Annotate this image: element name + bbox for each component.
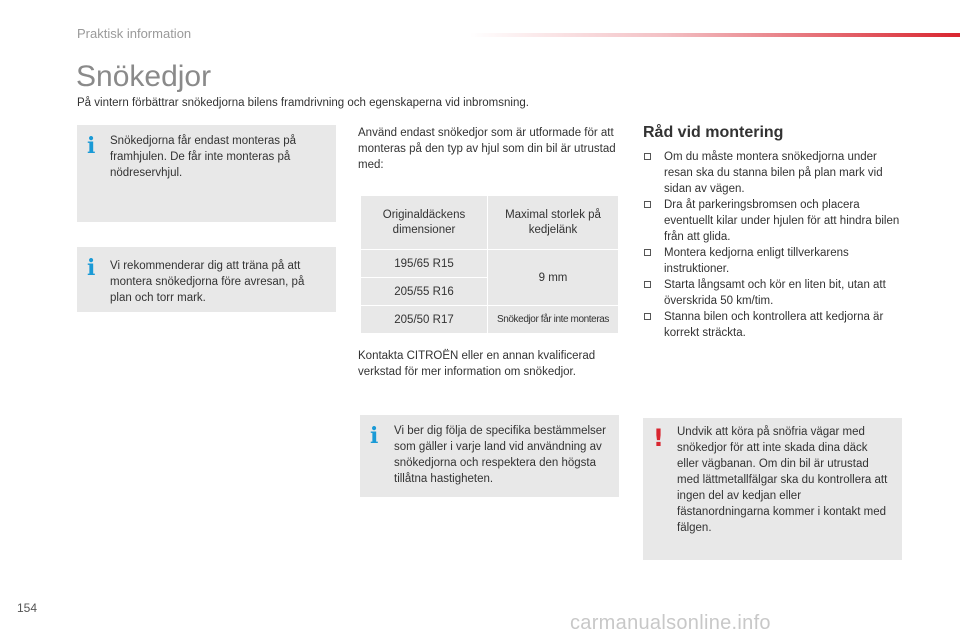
info-icon: i (370, 423, 379, 449)
checkbox-icon (644, 201, 651, 208)
tire-size-cell: 205/55 R16 (361, 278, 488, 306)
tire-size-cell: 195/65 R15 (361, 250, 488, 278)
note-box-practice (77, 247, 336, 312)
list-item (643, 309, 905, 341)
note-box-front-wheels (77, 125, 336, 222)
not-mountable-cell: Snökedjor får inte monteras (488, 306, 619, 334)
warning-text: Undvik att köra på snöfria vägar med snökedjor för att inte skada dina däck eller vägbanan. Om din bil är utrustad med lättmetallfälgar ska du kontrollera att ingen del av kedjan eller fästanordningarna kommer i kontakt med fälgen. (677, 426, 888, 534)
contact-text: Kontakta CITROËN eller en annan kvalificerad verkstad för mer information om snökedjor. (358, 350, 596, 378)
note-box-regulations (360, 415, 619, 497)
link-size-cell: 9 mm (488, 250, 619, 306)
page-number: 154 (17, 601, 38, 615)
list-item-text: Stanna bilen och kontrollera att kedjorna är korrekt sträckta. (664, 311, 884, 339)
table-row (361, 250, 619, 278)
warning-box (643, 418, 902, 560)
checkbox-icon (644, 313, 651, 320)
note-text: Vi ber dig följa de specifika bestämmelser som gäller i varje land vid användning av snökedjorna och respektera den högsta tillåtna hastigheten. (394, 425, 607, 485)
list-item-text: Om du måste montera snökedjorna under resan ska du stanna bilen på plan mark vid sidan av vägen. (664, 151, 883, 195)
section-header: Praktisk information (77, 26, 192, 41)
list-item-text: Dra åt parkeringsbromsen och placera eventuellt kilar under hjulen för att hindra bilen från att glida. (664, 199, 900, 243)
chain-size-table (360, 195, 619, 334)
list-item-text: Montera kedjorna enligt tillverkarens instruktioner. (664, 247, 849, 275)
table-header-cell: Originaldäckens dimensioner (361, 196, 488, 250)
checkbox-icon (644, 281, 651, 288)
header-divider (470, 33, 960, 37)
table-row (361, 306, 619, 334)
note-text: Snökedjorna får endast monteras på framhjulen. De får inte monteras på nödreservhjul. (110, 135, 297, 179)
page-title: Snökedjor (76, 60, 212, 93)
warning-icon: ! (653, 424, 664, 452)
list-item (643, 277, 905, 309)
advice-title: Råd vid montering (643, 124, 784, 141)
intro-text: På vintern förbättrar snökedjorna bilens framdrivning och egenskaperna vid inbromsning. (77, 97, 529, 109)
list-item (643, 245, 905, 277)
usage-text: Använd endast snökedjor som är utformade för att monteras på den typ av hjul som din bil är utrustad med: (358, 127, 616, 171)
checkbox-icon (644, 249, 651, 256)
watermark: carmanualsonline.info (570, 612, 771, 634)
list-item-text: Starta långsamt och kör en liten bit, utan att överskrida 50 km/tim. (664, 279, 886, 307)
checkbox-icon (644, 153, 651, 160)
advice-list (643, 149, 905, 341)
info-icon: i (87, 255, 96, 281)
info-icon: i (87, 133, 96, 159)
list-item (643, 197, 905, 245)
note-text: Vi rekommenderar dig att träna på att montera snökedjorna före avresan, på plan och torr mark. (110, 260, 305, 304)
table-header-cell: Maximal storlek på kedjelänk (488, 196, 619, 250)
list-item (643, 149, 905, 197)
tire-size-cell: 205/50 R17 (361, 306, 488, 334)
table-header-row (361, 196, 619, 250)
